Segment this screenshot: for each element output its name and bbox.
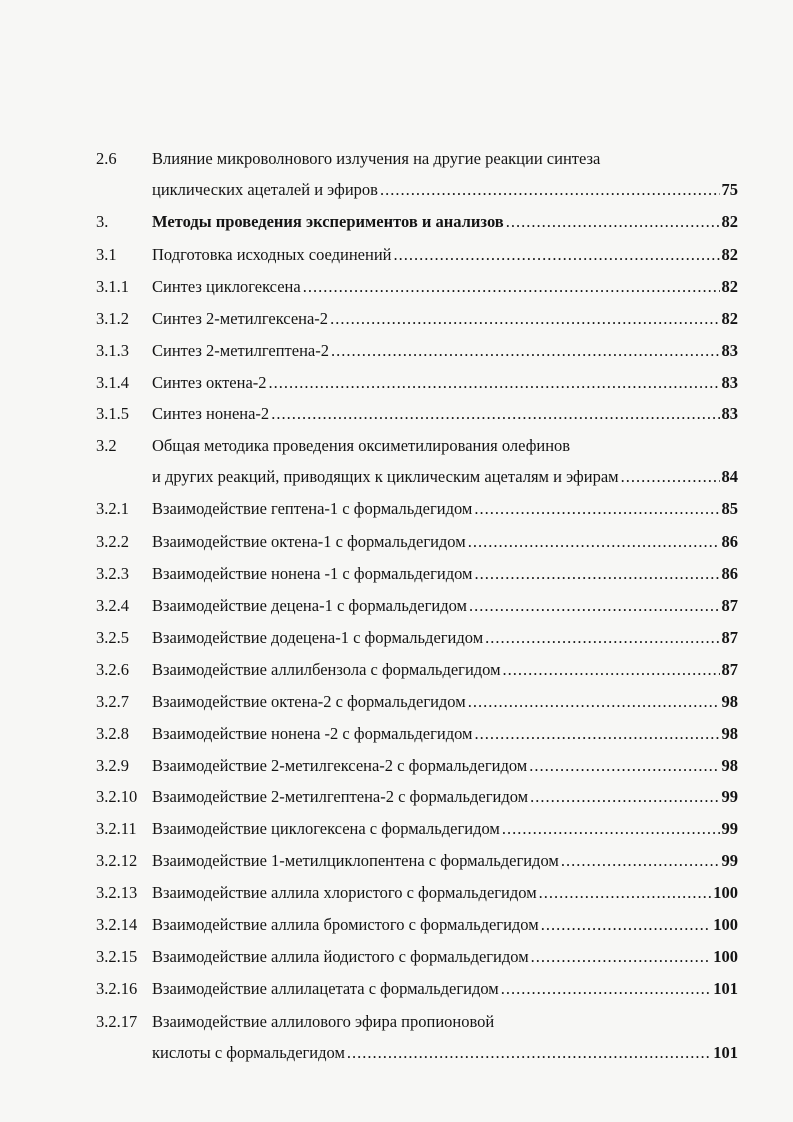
toc-entry-number: 3.1: [96, 245, 117, 264]
toc-entry: [96, 465, 738, 489]
toc-entry: [96, 307, 738, 331]
toc-leader-dots: [474, 497, 719, 521]
toc-entry-page: 86: [721, 532, 738, 551]
toc-entry-title-line: [152, 754, 738, 778]
toc-entry-page: 83: [721, 404, 738, 423]
toc-entry: [96, 690, 738, 714]
toc-entry: [96, 1010, 738, 1034]
toc-entry-title: Взаимодействие 1-метилциклопентена с формальдегидом: [152, 851, 559, 870]
toc-entry: [96, 849, 738, 873]
toc-entry: [96, 339, 738, 363]
toc-entry-title-line: [152, 275, 738, 299]
toc-entry: [96, 275, 738, 299]
toc-leader-dots: [331, 339, 720, 363]
toc-entry-title-line: [152, 210, 738, 234]
toc-entry-title: Взаимодействие аллила йодистого с формальдегидом: [152, 947, 529, 966]
toc-entry-page: 98: [721, 692, 738, 711]
toc-leader-dots: [561, 849, 720, 873]
toc-entry-number: 3.1.5: [96, 404, 129, 423]
toc-leader-dots: [380, 178, 720, 202]
toc-entry: [96, 434, 738, 458]
toc-entry: [96, 594, 738, 618]
toc-leader-dots: [485, 626, 719, 650]
toc-entry: [96, 147, 738, 171]
toc-entry: [96, 497, 738, 521]
toc-entry-title-line: [152, 1041, 738, 1065]
toc-entry-page: 100: [713, 883, 738, 902]
toc-entry-page: 99: [721, 851, 738, 870]
toc-entry-title: Взаимодействие нонена -2 с формальдегидом: [152, 724, 473, 743]
toc-entry-title: Синтез 2-метилгексена-2: [152, 309, 329, 328]
toc-entry-title-line: [152, 434, 738, 458]
toc-leader-dots: [506, 210, 720, 234]
toc-entry-title: Общая методика проведения оксиметилирования олефинов: [152, 436, 571, 455]
toc-entry-page: 100: [713, 947, 738, 966]
toc-entry-number: 3.1.2: [96, 309, 129, 328]
toc-leader-dots: [501, 977, 712, 1001]
toc-entry: [96, 913, 738, 937]
toc-entry-title: Синтез 2-метилгептена-2: [152, 341, 329, 360]
toc-entry-page: 84: [721, 467, 738, 486]
toc-entry: [96, 626, 738, 650]
toc-entry-number: 3.2.2: [96, 532, 129, 551]
toc-entry-title-line: [152, 1010, 738, 1034]
toc-leader-dots: [474, 562, 719, 586]
toc-entry-title: Взаимодействие 2-метилгексена-2 с формальдегидом: [152, 756, 528, 775]
toc-entry-title-line: [152, 178, 738, 202]
toc-entry-page: 99: [721, 787, 738, 806]
toc-leader-dots: [474, 722, 719, 746]
toc-leader-dots: [468, 690, 720, 714]
toc-entry-title: Синтез нонена-2: [152, 404, 270, 423]
toc-entry-page: 83: [721, 341, 738, 360]
toc-entry-title-line: [152, 945, 738, 969]
toc-entry-title-line: [152, 530, 738, 554]
toc-entry: [96, 754, 738, 778]
toc-entry-title-line: [152, 626, 738, 650]
toc-entry-title-line: [152, 977, 738, 1001]
toc-entry-title: Взаимодействие циклогексена с формальдегидом: [152, 819, 500, 838]
toc-entry-number: 3.2.14: [96, 915, 138, 934]
toc-leader-dots: [303, 275, 720, 299]
toc-entry: [96, 977, 738, 1001]
toc-entry-title: Подготовка исходных соединений: [152, 245, 392, 264]
toc-entry-number: 3.2.13: [96, 883, 138, 902]
toc-entry-page: 82: [721, 309, 738, 328]
toc-entry: [96, 371, 738, 395]
toc-entry-title-line: [152, 339, 738, 363]
toc-entry: [96, 722, 738, 746]
toc-entry-title: Взаимодействие 2-метилгептена-2 с формальдегидом: [152, 787, 529, 806]
toc-entry-title: Влияние микроволнового излучения на другие реакции синтеза: [152, 149, 601, 168]
toc-entry-title: Взаимодействие додецена-1 с формальдегидом: [152, 628, 484, 647]
toc-entry-page: 87: [721, 596, 738, 615]
toc-entry-title: кислоты с формальдегидом: [152, 1043, 345, 1062]
toc-leader-dots: [469, 594, 720, 618]
toc-entry-title-line: [152, 817, 738, 841]
toc-entry-number: 3.1.4: [96, 373, 129, 392]
toc-entry-number: 3.2.3: [96, 564, 129, 583]
toc-entry: [96, 243, 738, 267]
toc-entry-number: 3.2.16: [96, 979, 138, 998]
toc-leader-dots: [271, 402, 719, 426]
toc-entry-number: 3.2.7: [96, 692, 129, 711]
toc-leader-dots: [621, 465, 720, 489]
toc-entry-page: 86: [721, 564, 738, 583]
toc-entry-number: 3.2.12: [96, 851, 138, 870]
toc-entry-number: 3.2.11: [96, 819, 137, 838]
toc-entry-title-line: [152, 307, 738, 331]
toc-entry-number: 3.2.17: [96, 1012, 138, 1031]
toc-entry-number: 3.2.4: [96, 596, 129, 615]
toc-entry: [96, 881, 738, 905]
toc-entry-title-line: [152, 402, 738, 426]
toc-entry: [96, 945, 738, 969]
toc-entry-number: 3.2.1: [96, 499, 129, 518]
toc-entry: [96, 658, 738, 682]
toc-entry-title: Синтез октена-2: [152, 373, 267, 392]
toc-entry-page: 98: [721, 724, 738, 743]
toc-entry-title: Взаимодействие октена-1 с формальдегидом: [152, 532, 466, 551]
toc-entry-page: 99: [721, 819, 738, 838]
toc-entry-title: Взаимодействие аллилбензола с формальдегидом: [152, 660, 501, 679]
toc-entry-title-line: [152, 594, 738, 618]
toc-entry-title: циклических ацеталей и эфиров: [152, 180, 378, 199]
toc-entry-title: Взаимодействие октена-2 с формальдегидом: [152, 692, 466, 711]
toc-entry: [96, 1041, 738, 1065]
toc-entry-title-line: [152, 371, 738, 395]
toc-entry-page: 83: [721, 373, 738, 392]
toc-leader-dots: [269, 371, 720, 395]
toc-entry-number: 3.2: [96, 436, 117, 455]
toc-entry-title-line: [152, 658, 738, 682]
toc-entry-number: 3.2.15: [96, 947, 138, 966]
toc-entry-title: Взаимодействие гептена-1 с формальдегидом: [152, 499, 473, 518]
toc-entry-number: 3.2.10: [96, 787, 138, 806]
toc-entry-page: 82: [721, 212, 738, 231]
toc-entry-title: Методы проведения экспериментов и анализов: [152, 212, 504, 231]
toc-entry-title-line: [152, 785, 738, 809]
toc-entry-title-line: [152, 690, 738, 714]
toc-entry: [96, 562, 738, 586]
toc-entry-title-line: [152, 849, 738, 873]
toc-leader-dots: [468, 530, 720, 554]
toc-entry-number: 3.2.5: [96, 628, 129, 647]
toc-entry-page: 85: [721, 499, 738, 518]
toc-entry-number: 2.6: [96, 149, 117, 168]
toc-entry-number: 3.2.6: [96, 660, 129, 679]
toc-entry: [96, 785, 738, 809]
toc-leader-dots: [347, 1041, 711, 1065]
toc-entry-page: 98: [721, 756, 738, 775]
toc-entry-title: и других реакций, приводящих к циклическим ацеталям и эфирам: [152, 467, 619, 486]
toc-entry-number: 3.2.8: [96, 724, 129, 743]
toc-entry-page: 87: [721, 628, 738, 647]
toc-entry-title-line: [152, 243, 738, 267]
toc-leader-dots: [502, 817, 720, 841]
toc-entry-title: Взаимодействие децена-1 с формальдегидом: [152, 596, 467, 615]
toc-leader-dots: [330, 307, 719, 331]
toc-entry-page: 101: [713, 979, 738, 998]
toc-entry-title: Взаимодействие аллила бромистого с формальдегидом: [152, 915, 539, 934]
toc-entry-title-line: [152, 881, 738, 905]
toc-entry-number: 3.2.9: [96, 756, 129, 775]
toc-entry-title-line: [152, 497, 738, 521]
toc-leader-dots: [539, 881, 712, 905]
toc-leader-dots: [531, 945, 712, 969]
toc-entry-title: Синтез циклогексена: [152, 277, 301, 296]
toc-leader-dots: [541, 913, 712, 937]
toc-entry-title: Взаимодействие аллилового эфира пропионовой: [152, 1012, 495, 1031]
toc-entry: [96, 402, 738, 426]
toc-entry: [96, 178, 738, 202]
toc-entry-title-line: [152, 562, 738, 586]
toc-entry-title-line: [152, 147, 738, 171]
toc-leader-dots: [529, 754, 719, 778]
toc-entry-page: 100: [713, 915, 738, 934]
toc-entry-number: 3.1.1: [96, 277, 129, 296]
toc-entry: [96, 210, 738, 234]
toc-entry-page: 82: [721, 277, 738, 296]
toc-entry-page: 75: [721, 180, 738, 199]
toc-entry-title-line: [152, 722, 738, 746]
toc-leader-dots: [394, 243, 720, 267]
toc-entry: [96, 530, 738, 554]
toc-entry-title: Взаимодействие аллила хлористого с формальдегидом: [152, 883, 537, 902]
toc-entry: [96, 817, 738, 841]
toc-entry-page: 87: [721, 660, 738, 679]
toc-leader-dots: [530, 785, 719, 809]
toc-entry-title: Взаимодействие аллилацетата с формальдегидом: [152, 979, 499, 998]
toc-entry-number: 3.: [96, 212, 109, 231]
toc-entry-title: Взаимодействие нонена -1 с формальдегидом: [152, 564, 473, 583]
toc-entry-page: 82: [721, 245, 738, 264]
toc-entry-title-line: [152, 913, 738, 937]
toc-leader-dots: [503, 658, 720, 682]
toc-entry-number: 3.1.3: [96, 341, 129, 360]
toc-entry-title-line: [152, 465, 738, 489]
toc-entry-page: 101: [713, 1043, 738, 1062]
